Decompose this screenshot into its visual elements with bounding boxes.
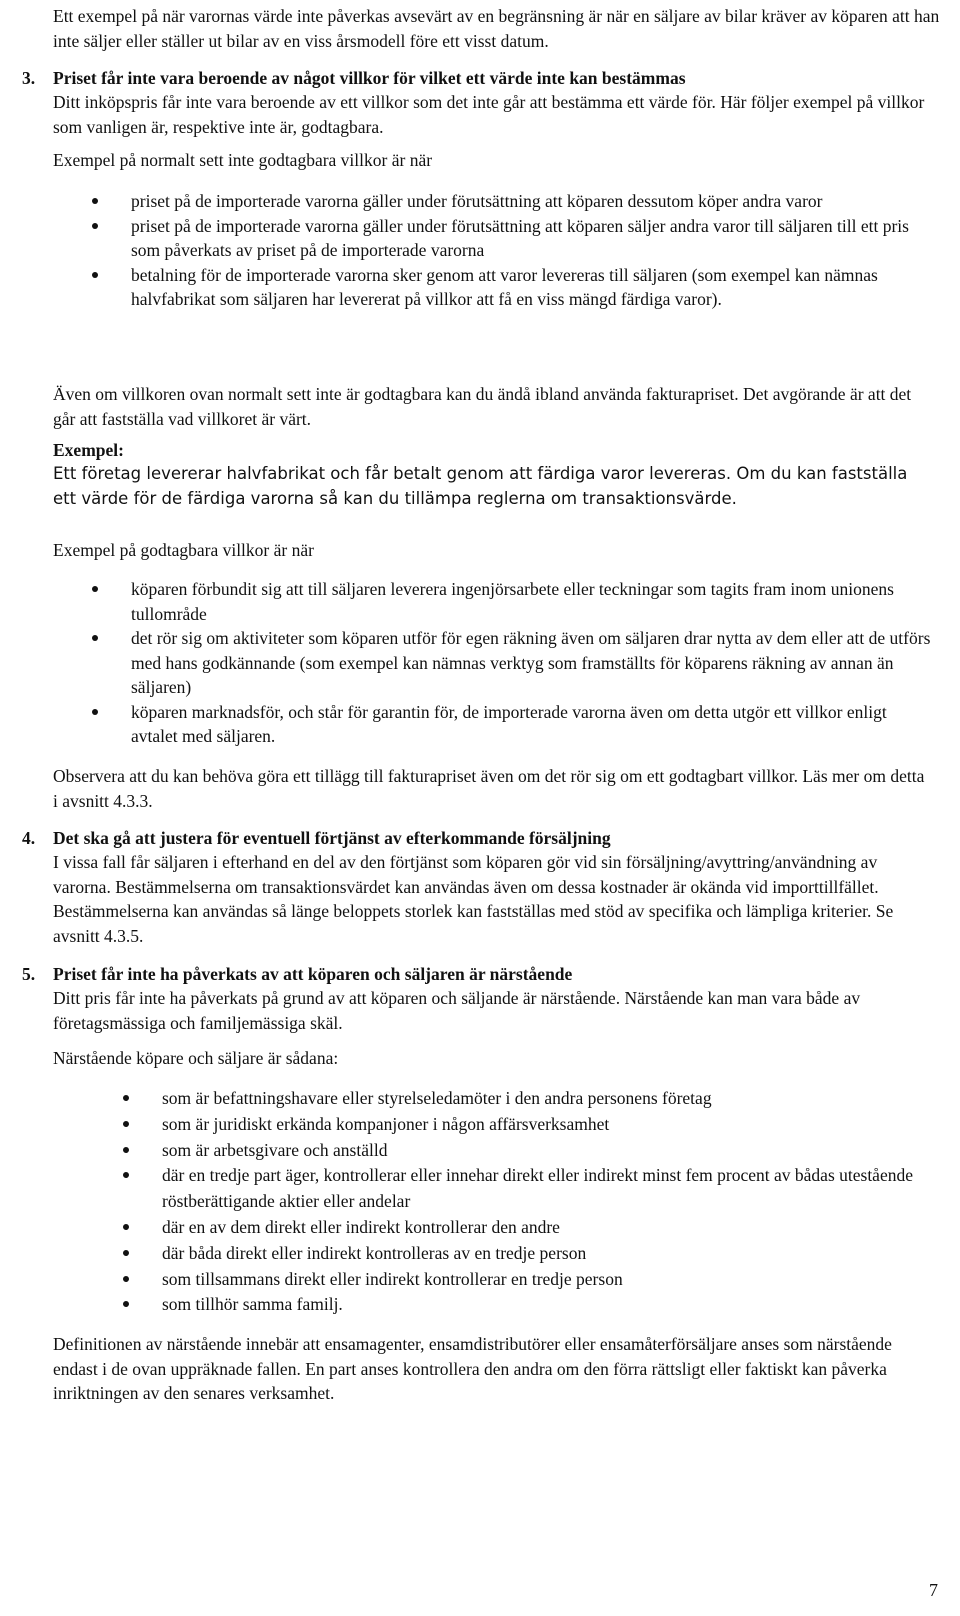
definition-paragraph: Definitionen av närstående innebär att ensamagenter, ensamdistributörer eller ensamåterförsäljare anses som närstående endast i de ovan uppräknade fallen. En part anses kontrollera den andra om den förra rättsligt eller faktiskt kan påverka inriktningen av den senares verksamhet. bbox=[53, 1334, 892, 1403]
bullet-icon bbox=[92, 635, 98, 641]
bullet-icon bbox=[92, 198, 98, 204]
bullet-icon bbox=[92, 223, 98, 229]
section-5-number: 5. bbox=[22, 964, 36, 984]
related-intro: Närstående köpare och säljare är sådana: bbox=[53, 1048, 339, 1068]
list-item: där båda direkt eller indirekt kontrolleras av en tredje person bbox=[162, 1241, 932, 1267]
list-item: där en av dem direkt eller indirekt kontrollerar den andre bbox=[162, 1215, 932, 1241]
list-item: som tillsammans direkt eller indirekt kontrollerar en tredje person bbox=[162, 1267, 932, 1293]
list-item: betalning för de importerade varorna sker genom att varor levereras till säljaren (som exempel kan nämnas halvfabrikat som säljaren har levererat på villkor att få en viss mängd färdiga varor). bbox=[131, 263, 936, 312]
bullet-icon bbox=[123, 1147, 129, 1153]
bullet-icon bbox=[123, 1301, 129, 1307]
list-item: priset på de importerade varorna gäller under förutsättning att köparen dessutom köper andra varor bbox=[131, 189, 936, 214]
bullet-icon bbox=[123, 1121, 129, 1127]
observe-paragraph: Observera att du kan behöva göra ett tillägg till fakturapriset även om det rör sig om ett godtagbart villkor. Läs mer om detta i avsnitt 4.3.3. bbox=[53, 766, 925, 811]
list-item: som är arbetsgivare och anställd bbox=[162, 1138, 932, 1164]
list-item: köparen marknadsför, och står för garantin för, de importerade varorna även om detta utgör ett villkor enligt avtalet med säljaren. bbox=[131, 700, 931, 749]
section-5-body: Ditt pris får inte ha påverkats på grund av att köparen och säljande är närstående. Närstående kan man vara både av företagsmässiga och familjemässiga skäl. bbox=[53, 988, 861, 1033]
related-list bbox=[162, 1086, 932, 1318]
section-4-body: I vissa fall får säljaren i efterhand en del av den förtjänst som köparen gör vid sin försäljning/avyttring/användning av varorna. Bestämmelserna om transaktionsvärdet kan användas även om dessa kostnader är okända vid importtillfället. Bestämmelserna kan användas så länge beloppets storlek kan fastställas med stöd av specifika och lämpliga kriterier. Se avsnitt 4.3.5. bbox=[53, 852, 894, 946]
bullet-icon bbox=[92, 586, 98, 592]
list-item: som är juridiskt erkända kompanjoner i någon affärsverksamhet bbox=[162, 1112, 932, 1138]
acceptable-list bbox=[131, 577, 931, 749]
example-text: Ett företag levererar halvfabrikat och får betalt genom att färdiga varor levereras. Om du kan fastställa ett värde för de färdiga varorna så kan du tillämpa reglerna om transaktionsvärde. bbox=[53, 464, 908, 508]
bullet-icon bbox=[123, 1250, 129, 1256]
list-item: det rör sig om aktiviteter som köparen utför för egen räkning även om säljaren drar nytta av dem eller att de utförs med hans godkännande (som exempel kan nämnas verktyg som framställts för köparens räkning av annan än säljaren) bbox=[131, 626, 931, 700]
section-3-heading: Priset får inte vara beroende av något villkor för vilket ett värde inte kan bestämmas bbox=[53, 68, 686, 88]
bullet-icon bbox=[123, 1224, 129, 1230]
bullet-icon bbox=[123, 1172, 129, 1178]
list-item: som tillhör samma familj. bbox=[162, 1292, 932, 1318]
intro-paragraph: Ett exempel på när varornas värde inte påverkas avsevärt av en begränsning är när en säljare av bilar kräver av köparen att han inte säljer eller ställer ut bilar av en viss årsmodell före ett visst datum. bbox=[53, 6, 940, 51]
list-item: köparen förbundit sig att till säljaren leverera ingenjörsarbete eller teckningar som tagits fram inom unionens tullområde bbox=[131, 577, 931, 626]
page-number: 7 bbox=[929, 1580, 938, 1600]
not-acceptable-list bbox=[131, 189, 936, 312]
list-item: som är befattningshavare eller styrelseledamöter i den andra personens företag bbox=[162, 1086, 932, 1112]
bullet-icon bbox=[123, 1276, 129, 1282]
bullet-icon bbox=[92, 709, 98, 715]
list-item: där en tredje part äger, kontrollerar eller innehar direkt eller indirekt minst fem procent av bådas utestående röstberättigande aktier eller andelar bbox=[162, 1163, 932, 1215]
section-3-body: Ditt inköpspris får inte vara beroende av ett villkor som det inte går att bestämma ett värde för. Här följer exempel på villkor som vanligen är, respektive inte är, godtagbara. bbox=[53, 92, 925, 137]
example-label: Exempel: bbox=[53, 440, 124, 460]
section-3-number: 3. bbox=[22, 68, 36, 88]
acceptable-intro: Exempel på godtagbara villkor är när bbox=[53, 540, 314, 560]
even-if-paragraph: Även om villkoren ovan normalt sett inte är godtagbara kan du ändå ibland använda fakturapriset. Det avgörande är att det går att fastställa vad villkoret är värt. bbox=[53, 384, 912, 429]
section-4-heading: Det ska gå att justera för eventuell förtjänst av efterkommande försäljning bbox=[53, 828, 611, 848]
list-item: priset på de importerade varorna gäller under förutsättning att köparen säljer andra varor till säljaren till ett pris som påverkats av priset på de importerade varorna bbox=[131, 214, 936, 263]
bullet-icon bbox=[123, 1095, 129, 1101]
bullet-icon bbox=[92, 272, 98, 278]
not-acceptable-intro: Exempel på normalt sett inte godtagbara villkor är när bbox=[53, 150, 433, 170]
section-4-number: 4. bbox=[22, 828, 36, 848]
section-5-heading: Priset får inte ha påverkats av att köparen och säljaren är närstående bbox=[53, 964, 573, 984]
